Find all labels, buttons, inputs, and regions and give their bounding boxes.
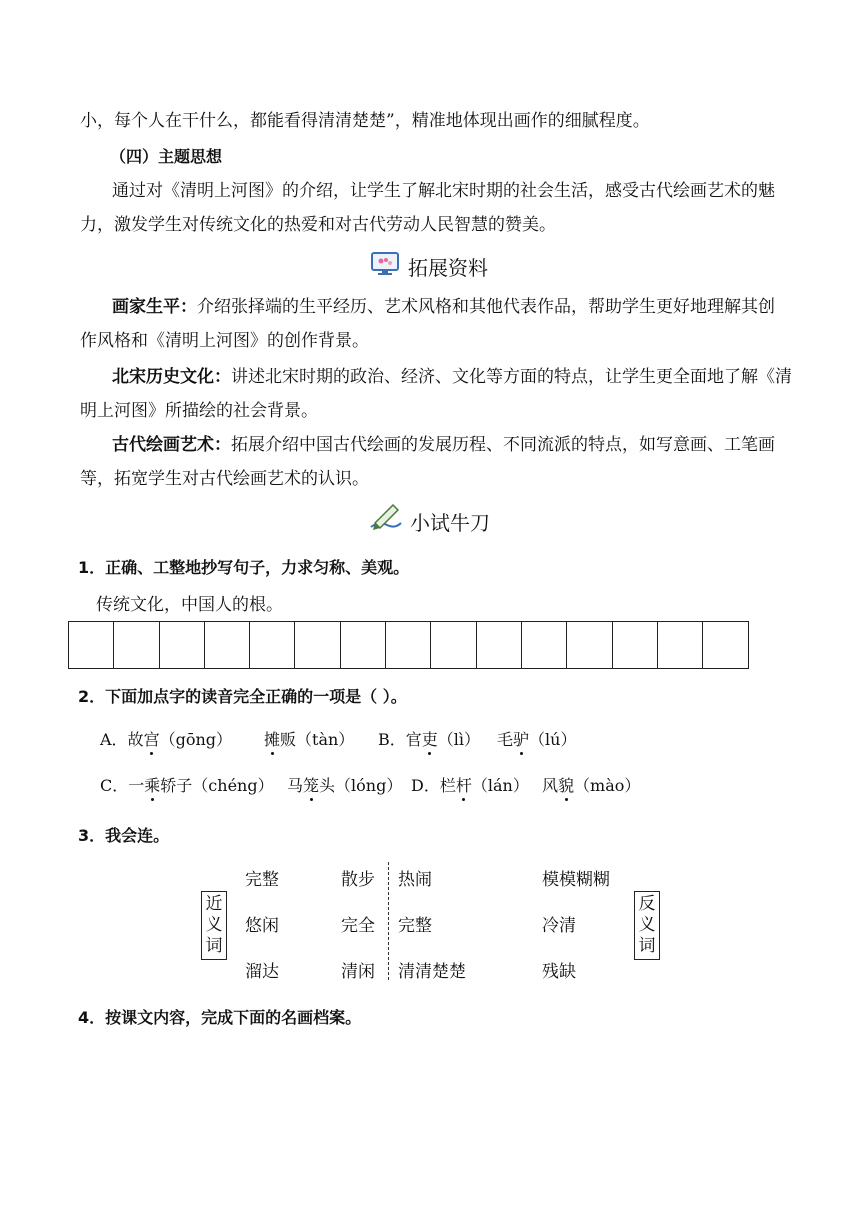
label-char: 反: [638, 894, 656, 914]
practice-title: 小试牛刀: [410, 511, 490, 535]
extension-title: 拓展资料: [408, 256, 488, 280]
question-4-prompt: 4．按课文内容，完成下面的名画档案。: [78, 1008, 362, 1027]
match-word[interactable]: 清闲: [341, 962, 375, 982]
pinyin: （lú）: [529, 730, 577, 749]
extension-item-painter-line2: 作风格和《清明上河图》的创作背景。: [80, 331, 369, 351]
pinyin: （gōng）: [159, 730, 233, 749]
option-c[interactable]: [100, 773, 274, 796]
char: 头: [319, 776, 336, 795]
writing-cell[interactable]: [658, 622, 703, 668]
match-word[interactable]: 散步: [341, 870, 375, 890]
option-label: A．: [100, 730, 128, 749]
writing-cell[interactable]: [567, 622, 612, 668]
dotted-char: 乘: [144, 773, 160, 796]
writing-cell[interactable]: [160, 622, 205, 668]
extension-item-history-line1: [112, 360, 792, 394]
pinyin: （tàn）: [296, 730, 355, 749]
question-1-sentence: 传统文化，中国人的根。: [96, 595, 283, 615]
match-word[interactable]: 冷清: [542, 916, 576, 936]
writing-grid: [68, 621, 749, 669]
dotted-char: 貌: [558, 773, 574, 796]
label-char: 义: [638, 915, 656, 935]
pinyin: （lì）: [437, 730, 481, 749]
label-char: 义: [205, 915, 223, 935]
option-a[interactable]: [100, 727, 232, 750]
synonym-label-box: [201, 891, 227, 960]
writing-cell[interactable]: [613, 622, 658, 668]
label-char: 词: [205, 936, 223, 956]
extension-item-art-line2: 等，拓宽学生对古代绘画艺术的认识。: [80, 469, 369, 489]
option-d[interactable]: [411, 773, 529, 796]
match-word[interactable]: 模模糊糊: [542, 870, 610, 890]
char: 贩: [280, 730, 297, 749]
char: 一: [128, 776, 145, 795]
question-2-prompt: 2．下面加点字的读音完全正确的一项是（ ）。: [78, 687, 407, 706]
term-history: 北宋历史文化：: [112, 367, 231, 387]
pinyin: （lán）: [471, 776, 529, 795]
text: 介绍张择端的生平经历、艺术风格和其他代表作品，帮助学生更好地理解其创: [197, 297, 775, 317]
writing-cell[interactable]: [477, 622, 522, 668]
char: 官: [405, 730, 422, 749]
option-c-word-2: [287, 773, 402, 796]
writing-cell[interactable]: [431, 622, 476, 668]
intro-line: 小，每个人在干什么，都能看得清清楚楚”，精准地体现出画作的细腻程度。: [80, 111, 650, 131]
option-label: D．: [411, 776, 440, 795]
char: 栏: [439, 776, 456, 795]
writing-cell[interactable]: [341, 622, 386, 668]
writing-cell[interactable]: [386, 622, 431, 668]
dotted-char: 宫: [144, 727, 160, 750]
question-3-prompt: 3．我会连。: [78, 826, 170, 845]
char: 风: [542, 776, 559, 795]
char: 轿子: [160, 776, 193, 795]
option-b[interactable]: [378, 727, 480, 750]
text: 拓展介绍中国古代绘画的发展历程、不同流派的特点，如写意画、工笔画: [231, 435, 775, 455]
dotted-char: 杆: [456, 773, 472, 796]
match-word[interactable]: 完整: [245, 870, 279, 890]
label-char: 词: [638, 936, 656, 956]
writing-cell[interactable]: [69, 622, 114, 668]
dotted-char: 吏: [422, 727, 438, 750]
term-painter: 画家生平：: [112, 297, 197, 317]
extension-item-painter-line1: [112, 290, 775, 324]
pen-writing-icon: [367, 501, 403, 533]
option-b-word-2: [497, 727, 576, 750]
text: 讲述北宋时期的政治、经济、文化等方面的特点，让学生更全面地了解《清: [231, 367, 792, 387]
char: 故: [127, 730, 144, 749]
term-art: 古代绘画艺术：: [112, 435, 231, 455]
match-word[interactable]: 热闹: [398, 870, 432, 890]
question-1-prompt: 1．正确、工整地抄写句子，力求匀称、美观。: [78, 558, 410, 577]
dotted-char: 摊: [264, 727, 280, 750]
divider-dashed: [388, 862, 389, 980]
section-heading-theme: （四）主题思想: [110, 147, 223, 166]
monitor-icon: [371, 252, 399, 276]
dotted-char: 驴: [513, 727, 529, 750]
writing-cell[interactable]: [703, 622, 748, 668]
match-word[interactable]: 悠闲: [245, 916, 279, 936]
match-word[interactable]: 残缺: [542, 962, 576, 982]
label-char: 近: [205, 894, 223, 914]
writing-cell[interactable]: [250, 622, 295, 668]
match-word[interactable]: 完全: [341, 916, 375, 936]
match-word[interactable]: 完整: [398, 916, 432, 936]
pinyin: （lóng）: [335, 776, 403, 795]
extension-item-history-line2: 明上河图》所描绘的社会背景。: [80, 401, 318, 421]
option-label: B．: [378, 730, 406, 749]
antonym-label-box: [634, 891, 660, 960]
char: 马: [287, 776, 304, 795]
theme-line-1: 通过对《清明上河图》的介绍，让学生了解北宋时期的社会生活，感受古代绘画艺术的魅: [112, 181, 775, 201]
dotted-char: 笼: [303, 773, 319, 796]
pinyin: （mào）: [574, 776, 641, 795]
option-label: C．: [100, 776, 129, 795]
option-d-word-2: [542, 773, 640, 796]
match-word[interactable]: 清清楚楚: [398, 962, 466, 982]
match-word[interactable]: 溜达: [245, 962, 279, 982]
writing-cell[interactable]: [295, 622, 340, 668]
option-a-word-2: [264, 727, 354, 750]
theme-line-2: 力，激发学生对传统文化的热爱和对古代劳动人民智慧的赞美。: [80, 215, 556, 235]
char: 毛: [497, 730, 514, 749]
extension-item-art-line1: [112, 428, 775, 462]
pinyin: （chéng）: [192, 776, 274, 795]
writing-cell[interactable]: [522, 622, 567, 668]
writing-cell[interactable]: [114, 622, 159, 668]
writing-cell[interactable]: [205, 622, 250, 668]
